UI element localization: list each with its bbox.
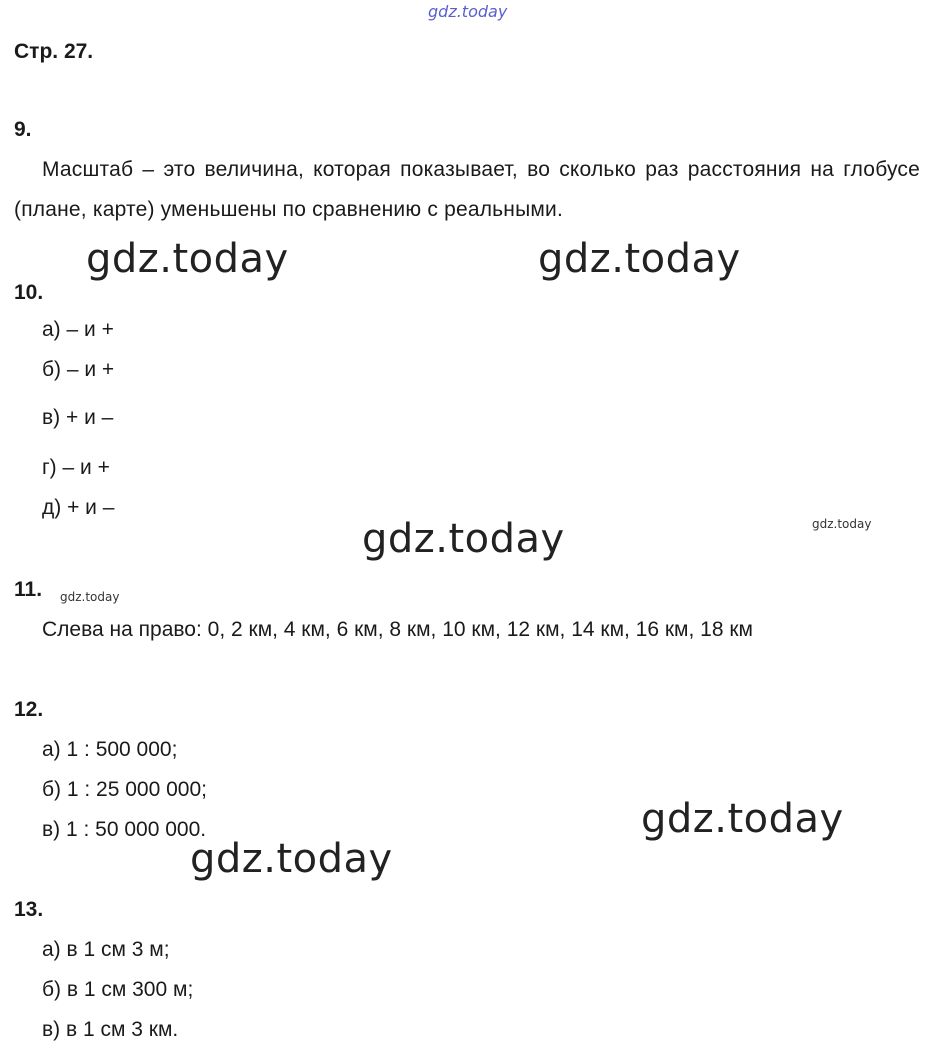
task-10-answer-a: а) – и +	[42, 318, 114, 341]
task-13-number: 13.	[14, 898, 44, 921]
watermark-small: gdz.today	[812, 517, 872, 531]
task-11-number: 11.	[14, 578, 43, 601]
page-label: Стр. 27.	[14, 40, 94, 63]
task-12-answer-b: б) 1 : 25 000 000;	[42, 778, 207, 801]
task-11-text: Слева на право: 0, 2 км, 4 км, 6 км, 8 км, 10 км, 12 км, 14 км, 16 км, 18 км	[42, 618, 753, 641]
task-12-answer-a: а) 1 : 500 000;	[42, 738, 178, 761]
task-10-number: 10.	[14, 281, 44, 304]
task-9-number: 9.	[14, 118, 32, 141]
task-12-answer-c: в) 1 : 50 000 000.	[42, 818, 207, 841]
task-9-text: Масштаб – это величина, которая показывает, во сколько раз расстояния на глобусе (плане, карте) уменьшены по сравнению с реальными.	[14, 158, 920, 221]
watermark-large: gdz.today	[362, 516, 565, 562]
task-13-answer-b: б) в 1 см 300 м;	[42, 978, 194, 1001]
watermark-small: gdz.today	[60, 590, 120, 604]
watermark-top: gdz.today	[428, 2, 508, 21]
task-10-answer-c: в) + и –	[42, 406, 114, 429]
watermark-large: gdz.today	[538, 236, 741, 282]
task-10-answer-b: б) – и +	[42, 358, 115, 381]
watermark-large: gdz.today	[86, 236, 289, 282]
task-13-answer-c: в) в 1 см 3 км.	[42, 1018, 179, 1041]
task-13-answer-a: а) в 1 см 3 м;	[42, 938, 170, 961]
task-10-answer-e: д) + и –	[42, 496, 115, 519]
task-10-answer-d: г) – и +	[42, 456, 110, 479]
watermark-large: gdz.today	[641, 796, 844, 842]
watermark-large: gdz.today	[190, 836, 393, 882]
task-12-number: 12.	[14, 698, 44, 721]
